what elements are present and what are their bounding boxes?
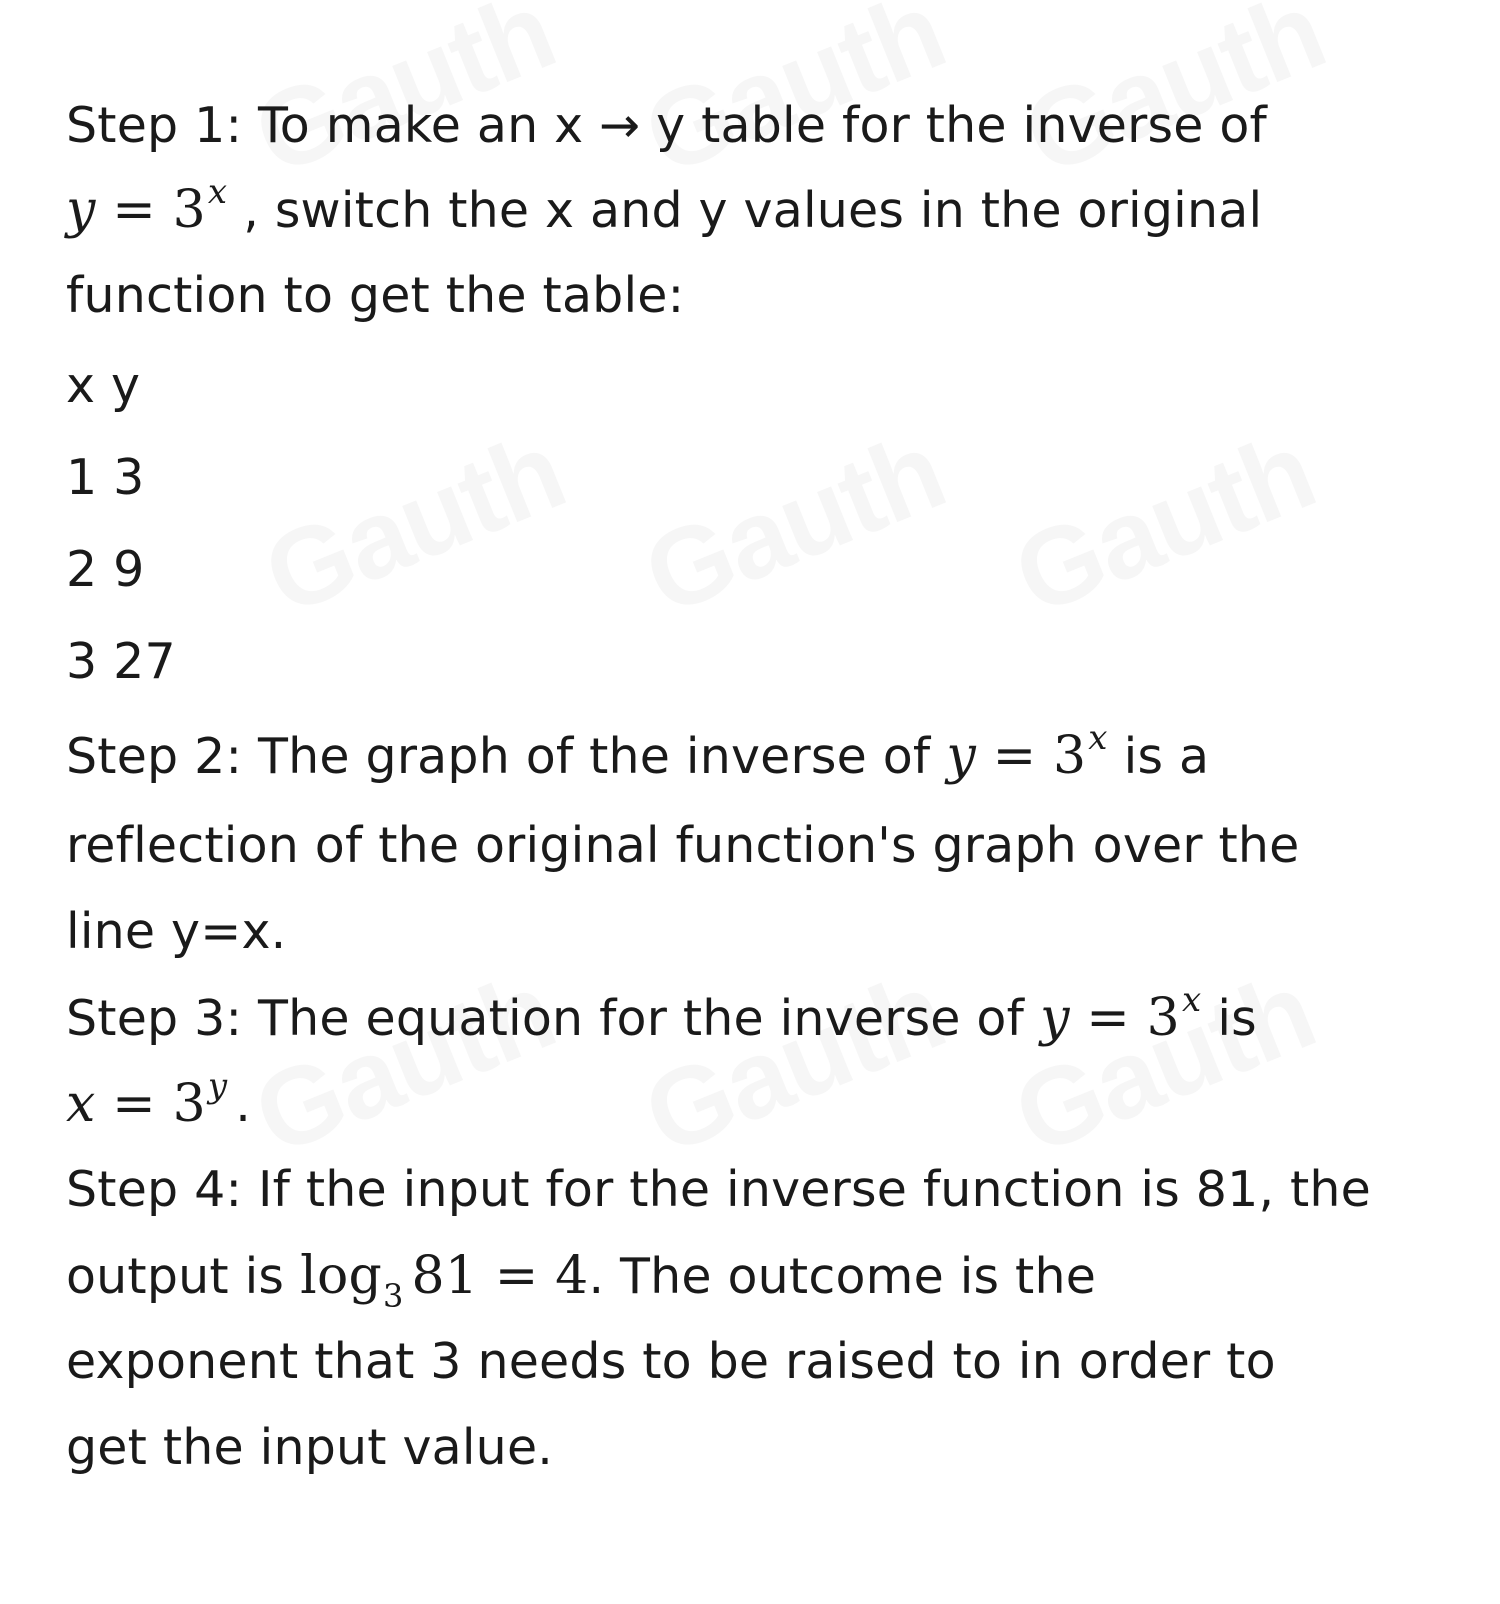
- table-header: x y: [66, 357, 141, 414]
- math-expression: $y = 3^x$: [66, 172, 228, 240]
- step1-line2: [66, 172, 1263, 246]
- step2-line2: reflection of the original function's graph over the: [66, 817, 1300, 874]
- step1-line3: function to get the table:: [66, 267, 685, 324]
- step4-line1: Step 4: If the input for the inverse function is 81, the: [66, 1161, 1372, 1218]
- step4-line4: get the input value.: [66, 1419, 554, 1476]
- watermark: [997, 947, 1330, 1180]
- step1-line1: Step 1: To make an x → y table for the inverse of: [66, 97, 1267, 154]
- table-row: 2 9: [66, 541, 145, 598]
- step4-line3: exponent that 3 needs to be raised to in order to: [66, 1333, 1276, 1390]
- math-expression: $y = 3^x$: [1040, 980, 1202, 1048]
- math-expression: $y = 3^x$: [946, 718, 1108, 786]
- watermark: [237, 947, 570, 1180]
- step4-line2: output is $\log_3 81 = 4$. The outcome is the: [66, 1246, 1097, 1315]
- step2-line3: line y=x.: [66, 903, 287, 960]
- math-expression: $\log_3 81 = 4$: [300, 1246, 589, 1315]
- table-row: 1 3: [66, 449, 145, 506]
- watermark: [627, 407, 960, 640]
- step3-line1: Step 3: The equation for the inverse of $y = 3^x$ is: [66, 980, 1257, 1048]
- step3-line2: $x = 3^y$ .: [66, 1066, 252, 1134]
- table-row: 3 27: [66, 633, 176, 690]
- step2-line1: Step 2: The graph of the inverse of $y = 3^x$ is a: [66, 718, 1210, 786]
- watermark: [627, 947, 960, 1180]
- watermark: [247, 407, 580, 640]
- math-expression: $x = 3^y$: [66, 1066, 228, 1134]
- watermark: [997, 407, 1330, 640]
- step1-line2-text: , switch the x and y values in the original: [243, 182, 1263, 239]
